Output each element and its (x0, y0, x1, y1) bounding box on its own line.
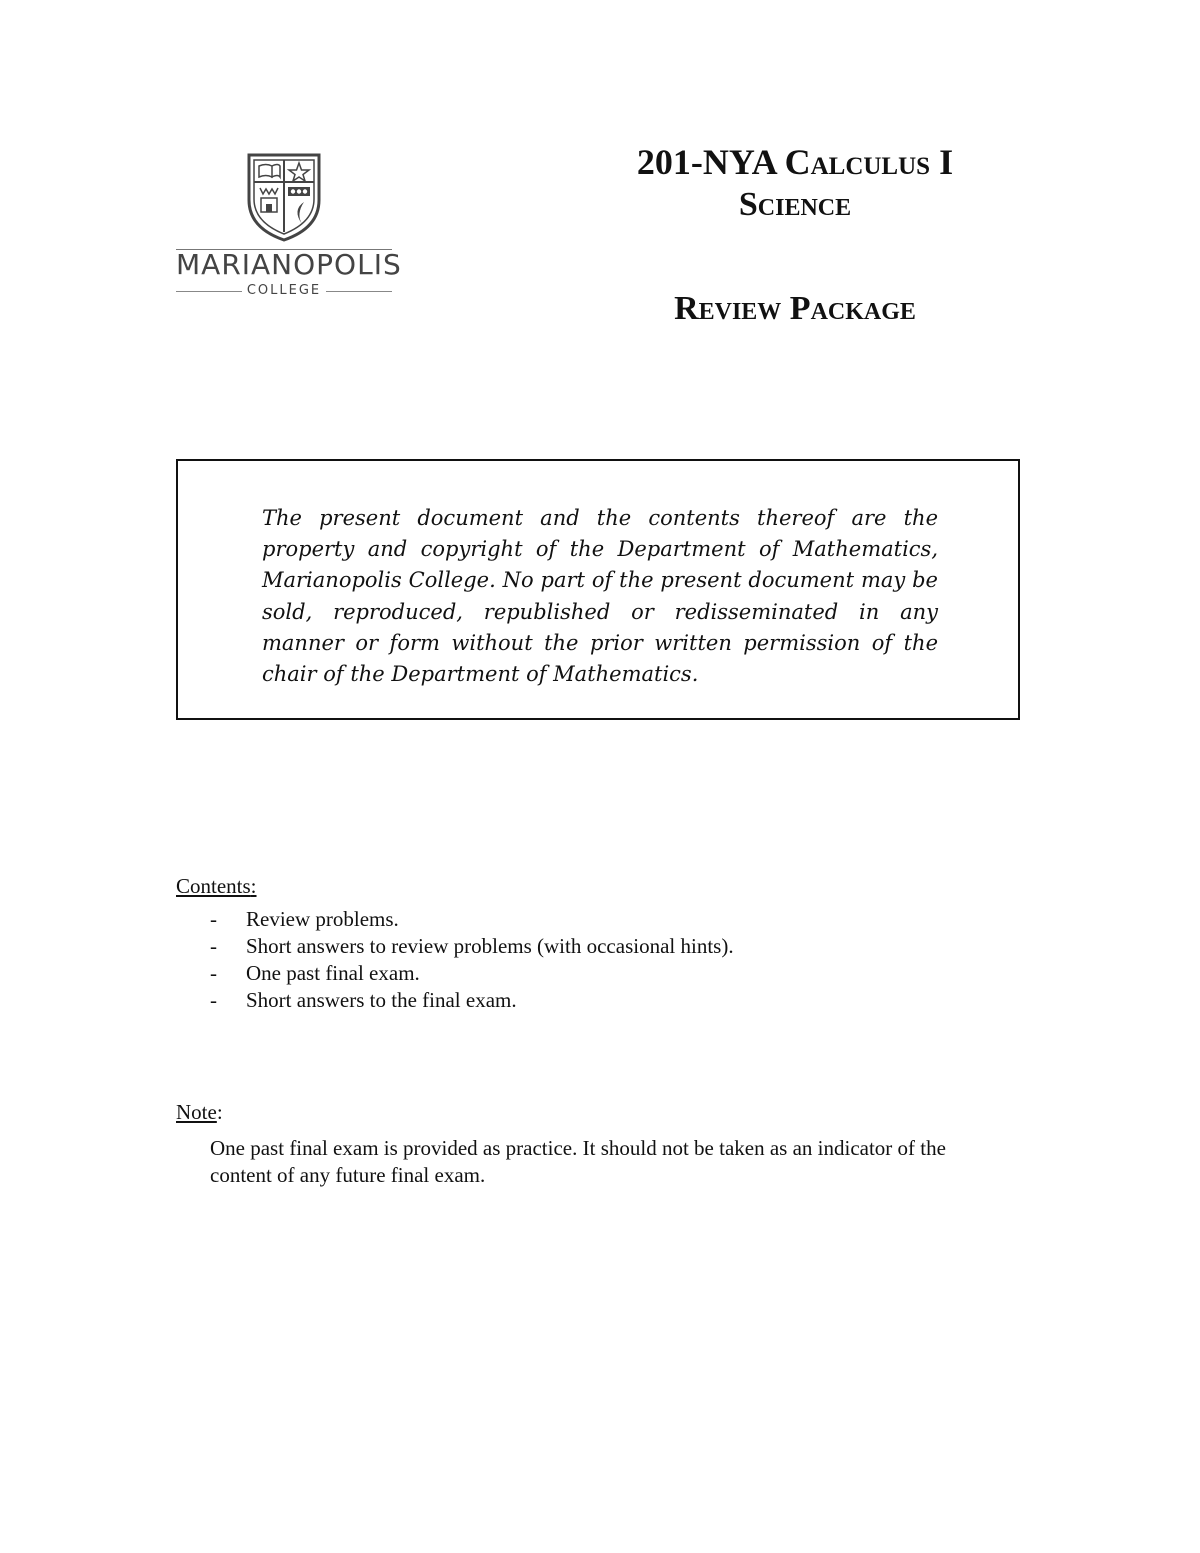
list-item (210, 987, 734, 1014)
list-bullet: - (210, 934, 217, 958)
course-title: 201-NYA Calculus I (636, 142, 954, 182)
list-item-text: Review problems. (246, 907, 399, 931)
contents-label: Contents (176, 874, 251, 898)
logo-name: MARIANOPOLIS (176, 248, 402, 281)
list-bullet: - (210, 988, 217, 1012)
contents-list (210, 906, 734, 1014)
crest-icon (246, 152, 322, 242)
title-block (560, 140, 1030, 330)
contents-heading (176, 872, 257, 900)
logo-subtitle-row (176, 283, 392, 301)
package-title: Review Package (674, 290, 916, 327)
list-item-text: Short answers to review problems (with occasional hints). (246, 934, 734, 958)
note-label: Note (176, 1100, 217, 1124)
list-item-text: One past final exam. (246, 961, 420, 985)
program-title: Science (738, 186, 852, 223)
note-heading (176, 1098, 223, 1126)
copyright-text: The present document and the contents thereof are the property and copyright of the Department of Mathematics, Marianopolis College. No part of the present document may be sold, reproduced, republished or redisseminated in any manner or form without the prior written permission of the chair of the Department of Mathematics. (262, 506, 938, 687)
list-item (210, 933, 734, 960)
note-text: One past final exam is provided as practice. It should not be taken as an indicator of the content of any future final exam. (210, 1136, 946, 1187)
logo-rule-right (326, 291, 392, 292)
logo-subtitle: COLLEGE (246, 283, 322, 298)
college-logo (176, 152, 402, 302)
list-bullet: - (210, 961, 217, 985)
note-colon: : (216, 1100, 223, 1124)
list-item-text: Short answers to the final exam. (246, 988, 517, 1012)
list-bullet: - (210, 907, 217, 931)
copyright-box (176, 459, 1020, 720)
list-item (210, 906, 734, 933)
list-item (210, 960, 734, 987)
logo-rule-left (176, 291, 242, 292)
contents-colon: : (250, 874, 257, 898)
